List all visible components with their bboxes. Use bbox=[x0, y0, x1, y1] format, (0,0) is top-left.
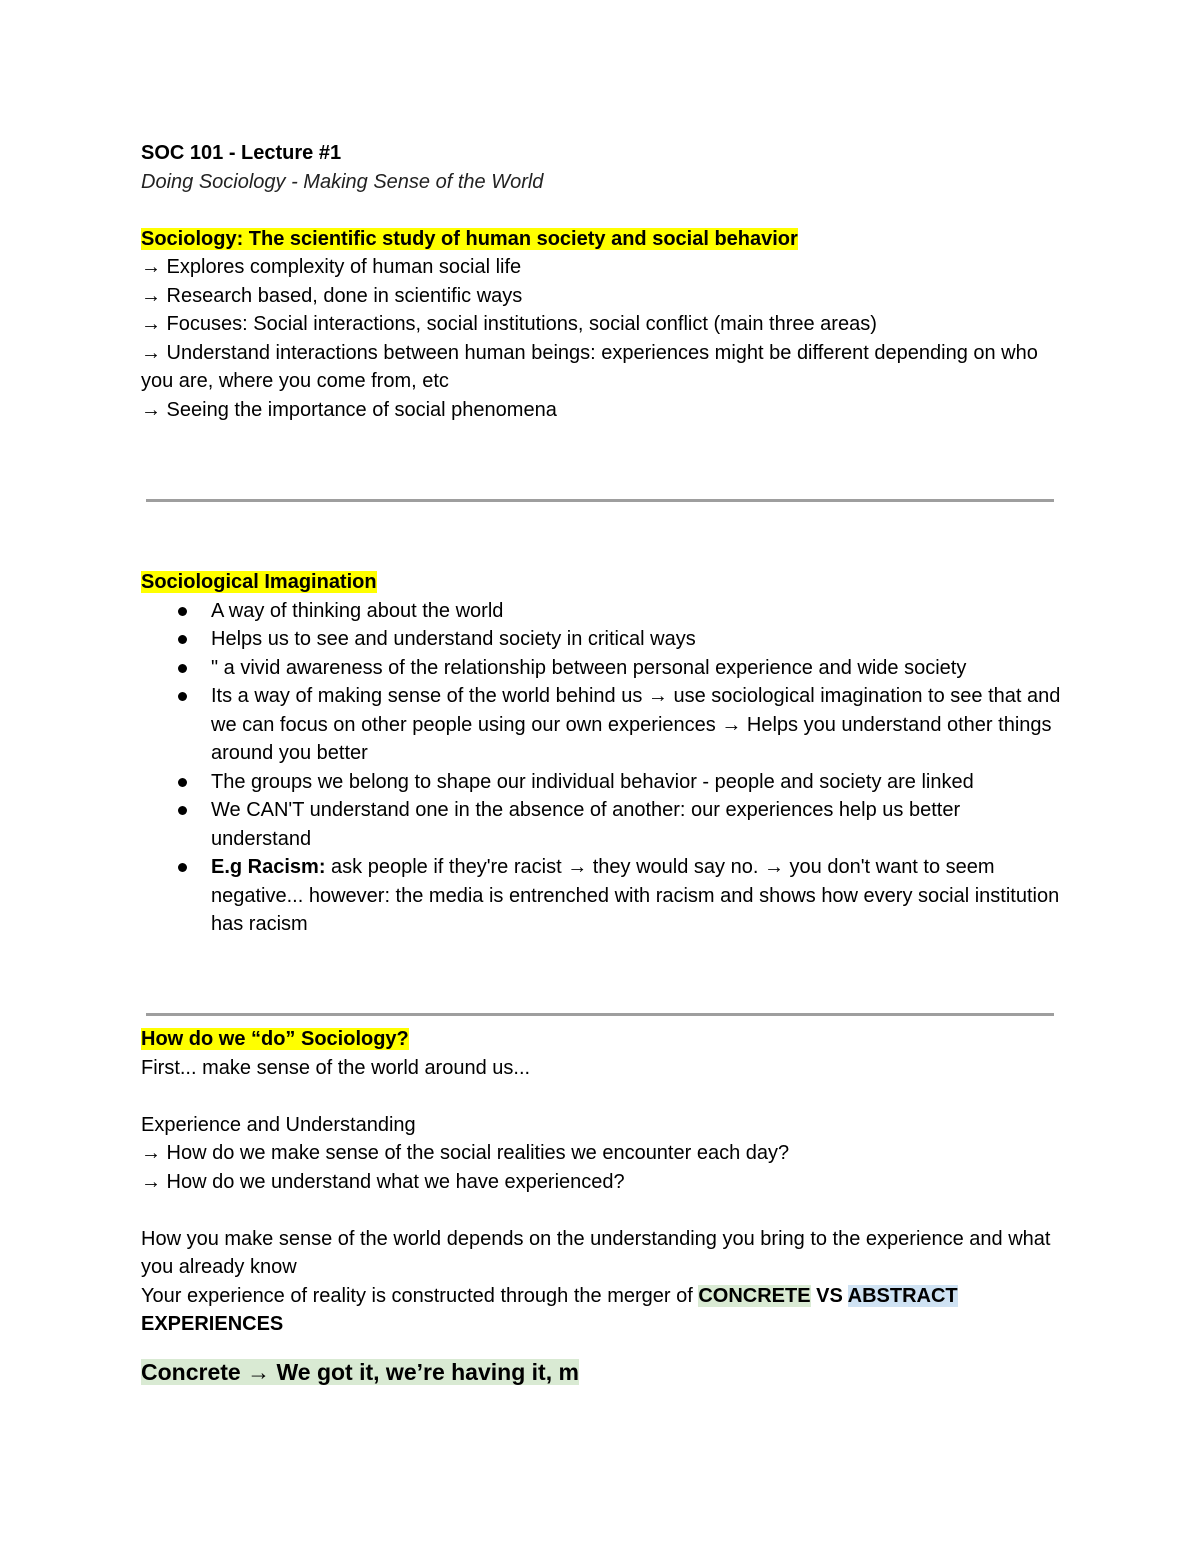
experiences-text: EXPERIENCES bbox=[141, 1313, 284, 1335]
concrete-heading: Concrete → We got it, we’re having it, m bbox=[141, 1358, 579, 1385]
doing-intro: First... make sense of the world around us... bbox=[141, 1056, 531, 1079]
list-item: We CAN'T understand one in the absence of another: our experiences help us better understand bbox=[211, 796, 1061, 853]
concrete-highlight: CONCRETE bbox=[698, 1284, 811, 1307]
sociology-point: → Focuses: Social interactions, social institutions, social conflict (main three areas) bbox=[141, 313, 877, 335]
experience-question: → How do we make sense of the social realities we encounter each day? bbox=[141, 1142, 790, 1164]
merger-lead: Your experience of reality is constructed through the merger of bbox=[141, 1284, 699, 1307]
merger-paragraph bbox=[141, 1282, 1061, 1339]
sociology-point: → Explores complexity of human social life bbox=[141, 256, 522, 278]
list-item: A way of thinking about the world bbox=[211, 597, 1061, 626]
experience-question: → How do we understand what we have experienced? bbox=[141, 1170, 625, 1193]
doc-subtitle: Doing Sociology - Making Sense of the World bbox=[141, 170, 544, 193]
divider bbox=[146, 1013, 1054, 1016]
racism-example-label: E.g Racism: bbox=[211, 856, 326, 878]
sociology-point: → Seeing the importance of social phenomena bbox=[141, 398, 557, 421]
section-imagination-heading: Sociological Imagination bbox=[141, 571, 377, 593]
list-item bbox=[211, 853, 1061, 939]
section-imagination bbox=[141, 568, 1061, 939]
sociology-point: → Research based, done in scientific ways bbox=[141, 284, 523, 307]
list-item: " a vivid awareness of the relationship between personal experience and wide society bbox=[211, 654, 1061, 683]
understanding-paragraph: How you make sense of the world depends on the understanding you bring to the experience and what you already know bbox=[141, 1227, 1051, 1278]
imagination-bullet-list bbox=[141, 597, 1061, 939]
section-doing-heading: How do we “do” Sociology? bbox=[141, 1028, 409, 1050]
experience-subheading: Experience and Understanding bbox=[141, 1113, 416, 1136]
list-item: Its a way of making sense of the world behind us → use sociological imagination to see that and we can focus on other people using our own experiences → Helps you understand other things around you better bbox=[211, 682, 1061, 768]
abstract-highlight: ABSTRACT bbox=[847, 1284, 958, 1307]
document-page bbox=[141, 139, 1061, 424]
racism-example-text: ask people if they're racist → they would say no. → you don't want to seem negative... however: the media is entrenched with racism and shows how every social institution has racism bbox=[211, 856, 1060, 935]
sociology-point: → Understand interactions between human beings: experiences might be different depending on who you are, where you come from, etc bbox=[141, 341, 1038, 392]
vs-text: VS bbox=[810, 1284, 848, 1307]
list-item: Helps us to see and understand society in critical ways bbox=[211, 625, 1061, 654]
list-item: The groups we belong to shape our individual behavior - people and society are linked bbox=[211, 768, 1061, 797]
section-sociology-heading: Sociology: The scientific study of human society and social behavior bbox=[141, 227, 798, 250]
divider bbox=[146, 499, 1054, 502]
section-doing-sociology bbox=[141, 1025, 1061, 1389]
doc-title: SOC 101 - Lecture #1 bbox=[141, 142, 342, 164]
